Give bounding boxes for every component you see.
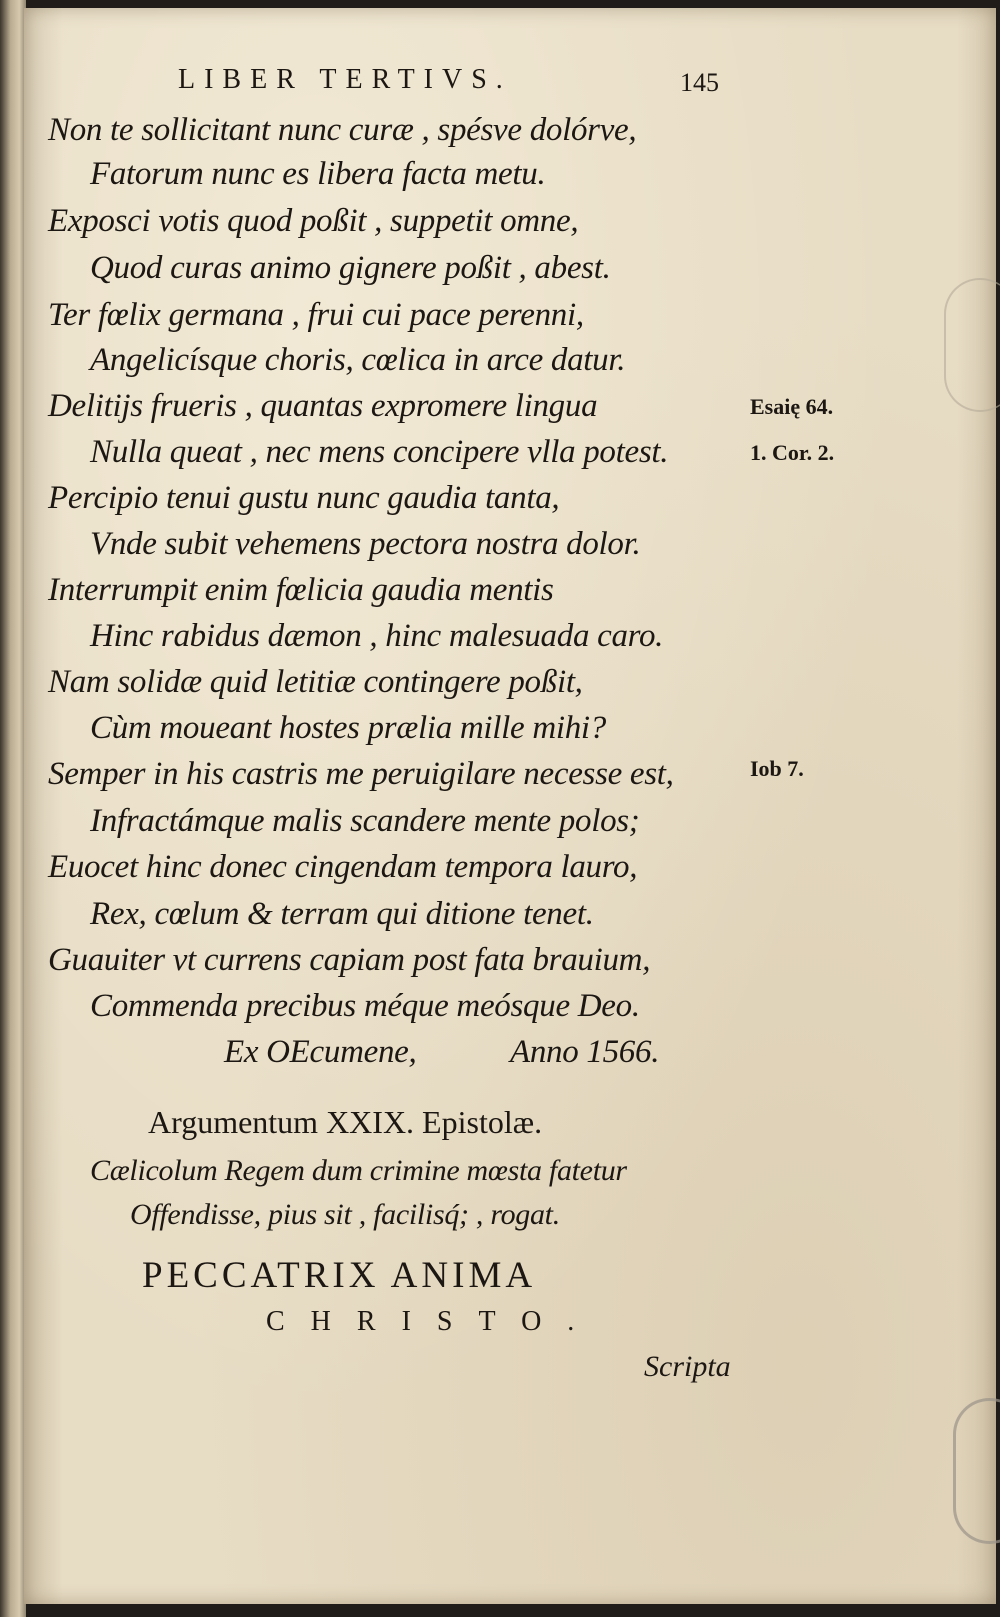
margin-note-esaie: Esaię 64. [750,394,834,419]
poem-line: Euocet hinc donec cingendam tempora lauro, [48,849,638,885]
page-clip-shadow [944,278,1000,412]
poem-line: Commenda precibus méque meósque Deo. [90,988,640,1024]
poem-line: Ter fœlix germana , frui cui pace perenni, [48,297,584,333]
poem-line: Rex, cœlum & terram qui ditione tenet. [90,896,594,932]
poem-line: Hinc rabidus dæmon , hinc malesuada caro. [90,618,664,654]
catchword: Scripta [644,1350,731,1383]
poem-line: Cùm moueant hostes prælia mille mihi? [90,710,606,746]
poem-line: Vnde subit vehemens pectora nostra dolor. [90,526,641,562]
poem-line: Infractámque malis scandere mente polos; [90,803,640,839]
poem-line: Nulla queat , nec mens concipere vlla potest. [90,434,669,470]
poem-line: Exposci votis quod poßit , suppetit omne, [48,203,579,239]
poem-line: Angelicísque choris, cœlica in arce datur. [90,342,626,378]
subscription-year: Anno 1566. [510,1034,660,1070]
poem-line: Fatorum nunc es libera facta metu. [90,156,546,192]
margin-note-iob: Iob 7. [750,756,804,781]
poem-line: Non te sollicitant nunc curæ , spésve dolórve, [48,112,637,148]
running-head: LIBER TERTIVS. [178,64,512,95]
poem-line: Delitijs frueris , quantas expromere lingua [48,388,598,424]
epistle-recipient: CHRISTO. [266,1306,601,1337]
poem-line: Interrumpit enim fœlicia gaudia mentis [48,572,554,608]
page-clip [953,1398,1000,1544]
argument-line: Cælicolum Regem dum crimine mœsta fatetur [90,1154,627,1187]
poem-line: Guauiter vt currens capiam post fata brauium, [48,942,651,978]
page-number: 145 [680,68,719,97]
poem-line: Percipio tenui gustu nunc gaudia tanta, [48,480,560,516]
book-page [24,8,996,1604]
margin-note-cor: 1. Cor. 2. [750,440,835,465]
poem-line: Quod curas animo gignere poßit , abest. [90,250,611,286]
poem-line: Nam solidæ quid letitiæ contingere poßit, [48,664,583,700]
epistle-title: PECCATRIX ANIMA [142,1255,537,1296]
argument-heading: Argumentum XXIX. Epistolæ. [148,1104,543,1140]
subscription: Ex OEcumene, [224,1034,417,1070]
poem-line: Semper in his castris me peruigilare necesse est, [48,756,674,792]
argument-line: Offendisse, pius sit , facilisq́; , rogat. [130,1198,560,1231]
adjacent-page-edge [0,0,26,1617]
